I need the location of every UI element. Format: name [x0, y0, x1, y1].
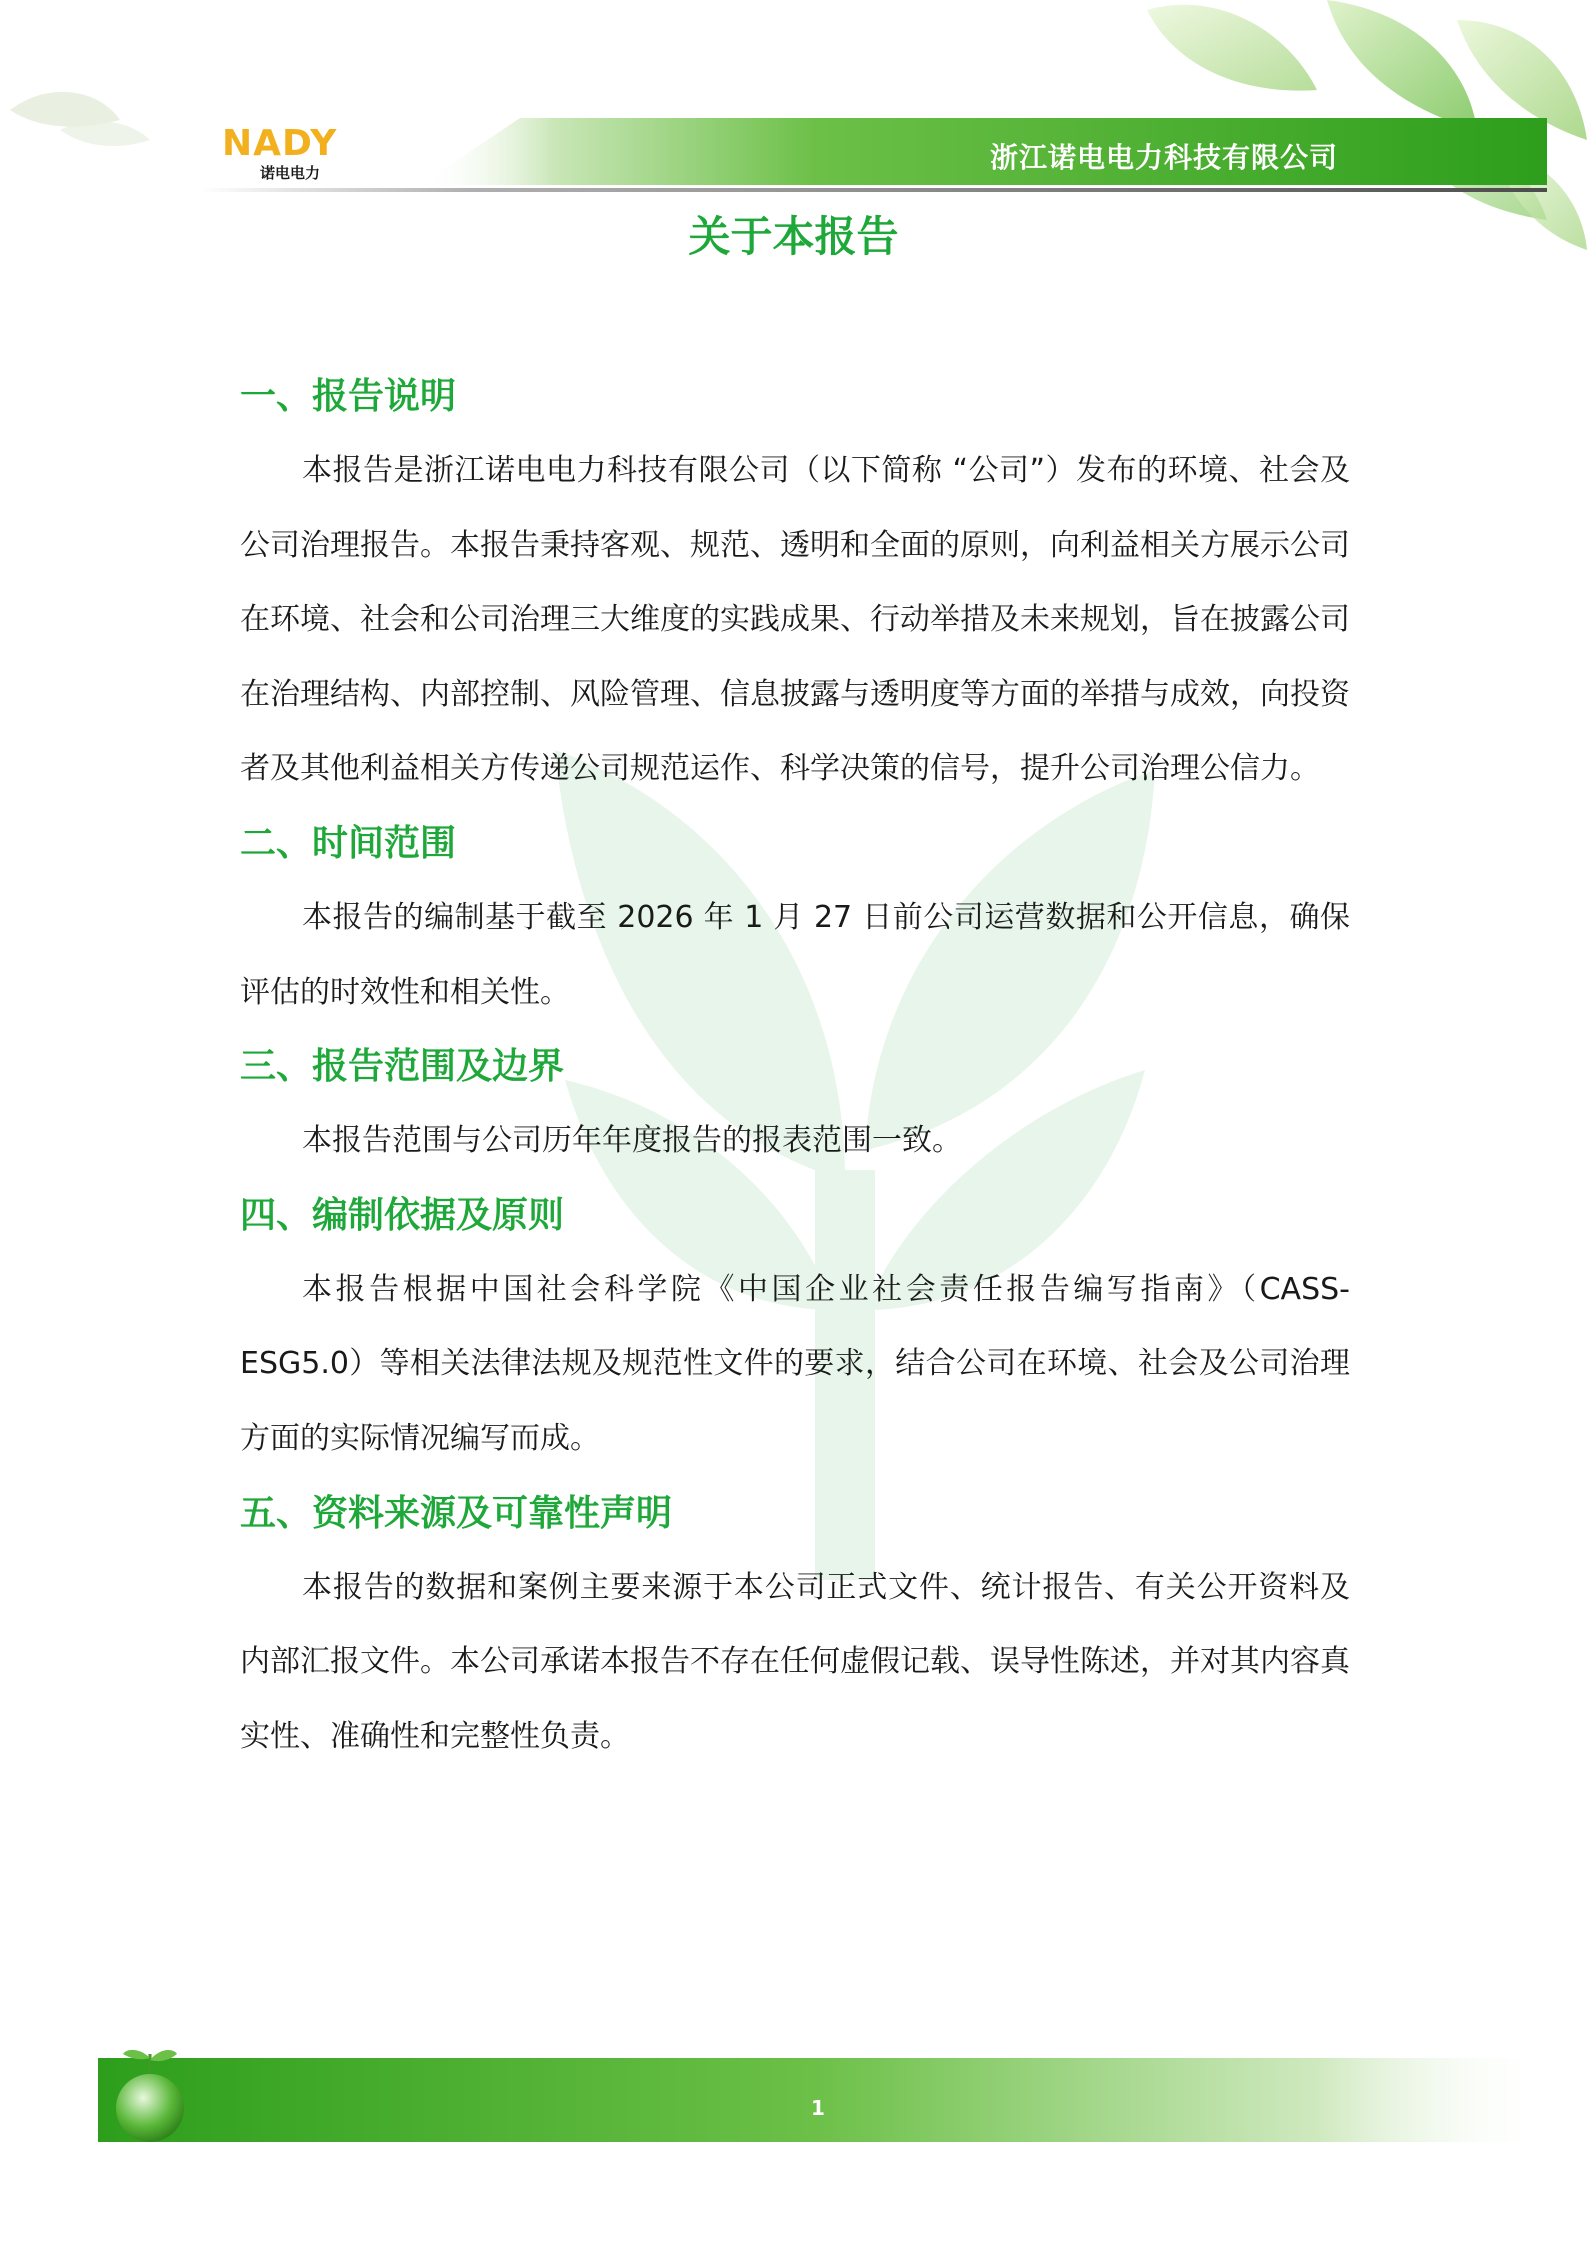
section-paragraph: 本报告的数据和案例主要来源于本公司正式文件、统计报告、有关公开资料及内部汇报文件。本公司承诺本报告不存在任何虚假记载、误导性陈述，并对其内容真实性、准确性和完整性负责。: [240, 1569, 1350, 1754]
page-footer: [0, 2040, 1587, 2190]
page-title: 关于本报告: [688, 212, 899, 261]
section-scope-boundary: [240, 1030, 1350, 1179]
globe-sprout-icon: [105, 2040, 195, 2150]
company-name: 浙江诺电电力科技有限公司: [990, 141, 1339, 174]
logo-subtitle: 诺电电力: [260, 164, 321, 182]
section-time-range: [240, 807, 1350, 1030]
section-paragraph: 本报告根据中国社会科学院《中国企业社会责任报告编写指南》（CASS-ESG5.0）等相关法律法规及规范性文件的要求，结合公司在环境、社会及公司治理方面的实际情况编写而成。: [240, 1271, 1350, 1456]
page-header: [0, 100, 1587, 200]
section-heading: 二、时间范围: [240, 822, 457, 864]
nady-logo: [222, 123, 372, 186]
section-paragraph: 本报告范围与公司历年年度报告的报表范围一致。: [302, 1123, 962, 1159]
section-paragraph: 本报告是浙江诺电电力科技有限公司（以下简称 “公司”）发布的环境、社会及公司治理报告。本报告秉持客观、规范、透明和全面的原则，向利益相关方展示公司在环境、社会和公司治理三大维度的实践成果、行动举措及未来规划，旨在披露公司在治理结构、内部控制、风险管理、信息披露与透明度等方面的举措与成效，向投资者及其他利益相关方传递公司规范运作、科学决策的信号，提升公司治理公信力。: [240, 453, 1350, 787]
section-paragraph: 本报告的编制基于截至 2026 年 1 月 27 日前公司运营数据和公开信息，确保评估的时效性和相关性。: [240, 899, 1350, 1010]
header-band: [200, 110, 1547, 195]
page-number: 1: [811, 2096, 825, 2120]
logo-wordmark: NADY: [222, 123, 338, 164]
section-report-description: [240, 360, 1350, 807]
section-heading: 一、报告说明: [240, 376, 457, 417]
section-basis-principles: [240, 1179, 1350, 1477]
section-heading: 三、报告范围及边界: [240, 1046, 565, 1088]
report-body: [240, 360, 1350, 1774]
section-data-sources: [240, 1477, 1350, 1775]
section-heading: 五、资料来源及可靠性声明: [240, 1492, 673, 1534]
section-heading: 四、编制依据及原则: [240, 1194, 565, 1236]
